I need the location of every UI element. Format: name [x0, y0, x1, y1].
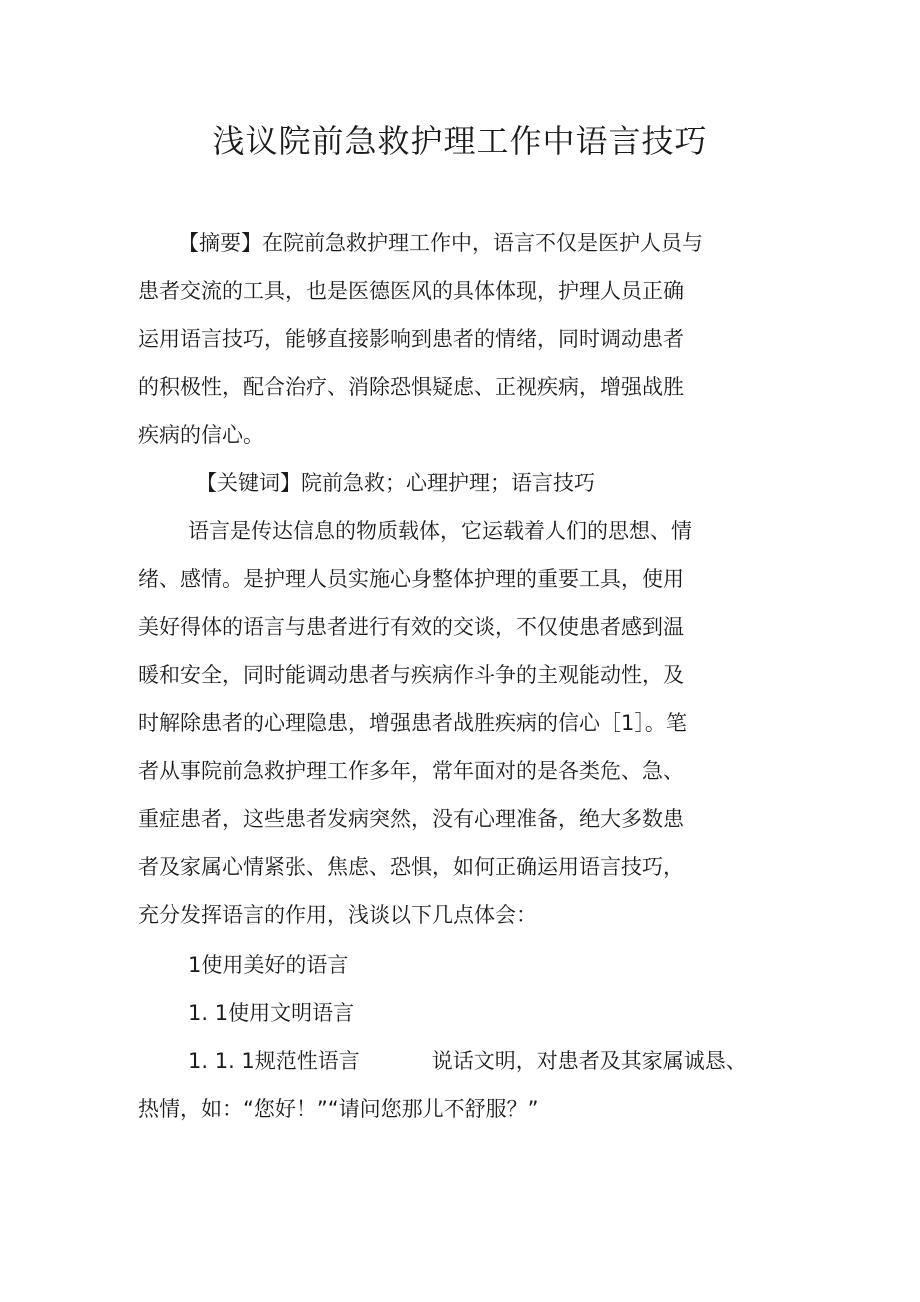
- intro-line-8: 者及家属心情紧张、焦虑、恐惧，如何正确运用语言技巧，: [138, 855, 684, 879]
- section-1-1-1-line-1: [188, 1046, 747, 1076]
- abstract-line-3: 运用语言技巧，能够直接影响到患者的情绪，同时调动患者: [138, 327, 684, 351]
- section-1-1-1-line-2: 热情，如：“您好！”“请问您那儿不舒服？”: [138, 1097, 539, 1121]
- intro-line-7: 重症患者，这些患者发病突然，没有心理准备，绝大多数患: [138, 807, 684, 831]
- intro-line-2: 绪、感情。是护理人员实施心身整体护理的重要工具，使用: [138, 567, 684, 591]
- intro-line-3: 美好得体的语言与患者进行有效的交谈，不仅使患者感到温: [138, 615, 684, 639]
- section-heading-1-1: 1. 1使用文明语言: [188, 1001, 355, 1025]
- abstract-line-1: 【摘要】在院前急救护理工作中，语言不仅是医护人员与: [178, 231, 703, 255]
- intro-line-6: 者从事院前急救护理工作多年，常年面对的是各类危、急、: [138, 759, 684, 783]
- abstract-line-2: 患者交流的工具，也是医德医风的具体体现，护理人员正确: [138, 279, 684, 303]
- intro-line-1: 语言是传达信息的物质载体，它运载着人们的思想、情: [188, 519, 692, 543]
- abstract-line-5: 疾病的信心。: [138, 423, 264, 447]
- intro-line-9: 充分发挥语言的作用，浅谈以下几点体会：: [138, 903, 537, 927]
- section-1-1-1-text: 说话文明，对患者及其家属诚恳、: [431, 1049, 747, 1073]
- abstract-line-4: 的积极性，配合治疗、消除恐惧疑虑、正视疾病，增强战胜: [138, 375, 684, 399]
- section-heading-1: 1使用美好的语言: [188, 953, 349, 977]
- intro-line-4: 暖和安全，同时能调动患者与疾病作斗争的主观能动性，及: [138, 663, 684, 687]
- section-heading-1-1-1: 1. 1. 1规范性语言: [188, 1049, 360, 1073]
- keywords-line: 【关键词】院前急救；心理护理；语言技巧: [196, 471, 595, 495]
- document-title: 浅议院前急救护理工作中语言技巧: [212, 122, 708, 160]
- intro-line-5: 时解除患者的心理隐患，增强患者战胜疾病的信心［1］。笔: [138, 711, 687, 735]
